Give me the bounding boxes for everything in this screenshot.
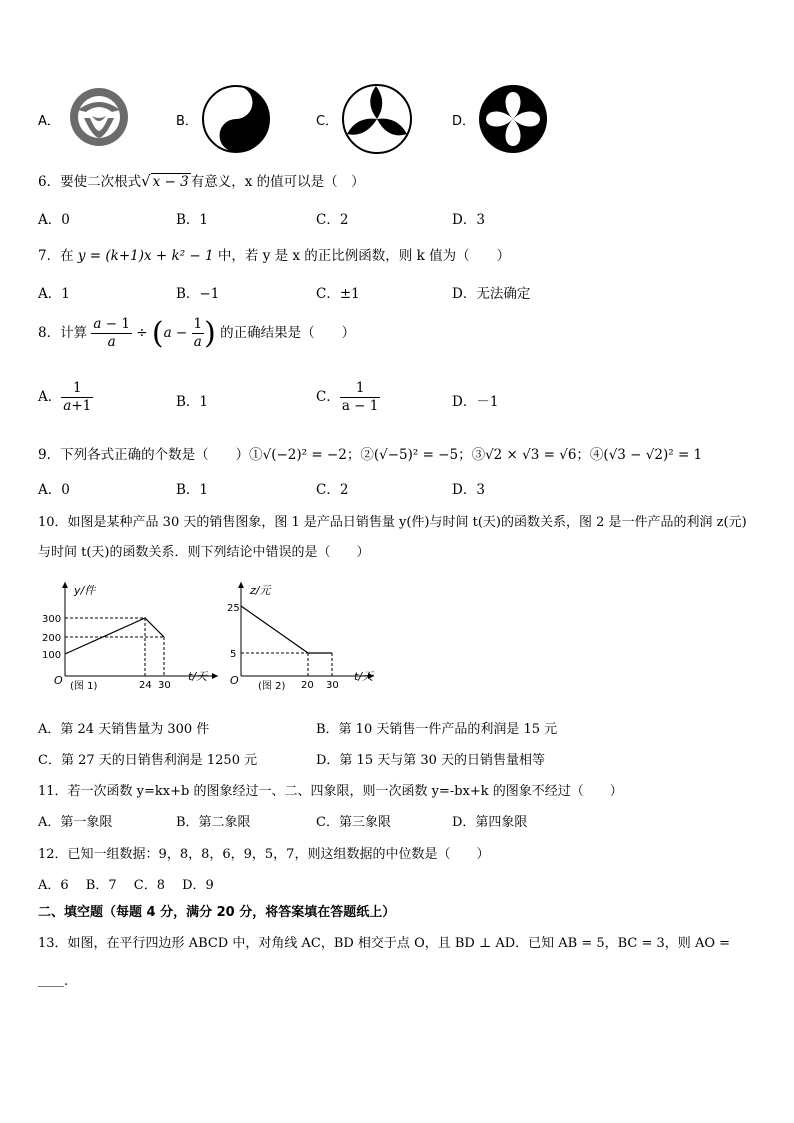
q9-option-c: C．2 xyxy=(316,482,349,498)
fig1-ytick-100: 100 xyxy=(42,650,62,661)
question-9: 9．下列各式正确的个数是（ ）①√(−2)² = −2；②(√−5)² = −5；③√2 × √3 = √6；④(√3 − √2)² = 1 xyxy=(38,447,703,463)
q7-prefix: 7．在 xyxy=(38,248,74,264)
question-12: 12．已知一组数据：9，8，8，6，9，5，7，则这组数据的中位数是（ ） xyxy=(38,847,490,862)
q7-suffix: 中，若 y 是 x 的正比例函数，则 k 值为（ ） xyxy=(217,248,511,264)
q12-options: A．6 B．7 C．8 D．9 xyxy=(38,878,214,893)
q8-suffix: 的正确结果是（ ） xyxy=(220,325,356,341)
q11-option-a: A．第一象限 xyxy=(38,815,113,830)
q5-option-a-label: A． xyxy=(38,114,60,129)
four-petal-circle-icon xyxy=(476,82,550,156)
q10-option-b: B．第 10 天销售一件产品的利润是 15 元 xyxy=(316,722,558,737)
fig1-ytick-200: 200 xyxy=(42,633,62,644)
q6-option-a: A．0 xyxy=(38,212,70,228)
q7-option-c: C．±1 xyxy=(316,286,360,302)
q6-prefix: 6．要使二次根式 xyxy=(38,174,142,190)
question-8: 8．计算 $\frac{a - 1}{a}$ ÷ (a − $\frac{1}{a}$ ) 的正确结果是（ ） xyxy=(38,316,356,351)
q9-option-a: A．0 xyxy=(38,482,70,498)
question-7 xyxy=(38,244,510,264)
fig2-xtick-30: 30 xyxy=(326,680,339,691)
fig1-xtick-24: 24 xyxy=(139,680,152,691)
q8-prefix: 8．计算 xyxy=(38,325,88,341)
q8-option-d: D．－1 xyxy=(452,394,499,410)
question-11: 11．若一次函数 y=kx+b 的图象经过一、二、四象限，则一次函数 y=-bx+k 的图象不经过（ ） xyxy=(38,784,623,799)
fig2-line xyxy=(241,606,332,653)
fig1-y-label: y/件 xyxy=(74,584,96,597)
figure-1-sales-graph xyxy=(40,576,220,696)
q7-option-b: B．−1 xyxy=(176,286,220,302)
q10-option-a: A．第 24 天销售量为 300 件 xyxy=(38,722,210,737)
question-13-line-1: 13．如图，在平行四边形 ABCD 中，对角线 AC，BD 相交于点 O，且 BD ⊥ AD．已知 AB = 5，BC = 3，则 AO = xyxy=(38,936,731,951)
q6-radicand: x − 3 xyxy=(152,174,189,190)
q6-option-b: B．1 xyxy=(176,212,209,228)
yin-yang-icon xyxy=(200,83,272,155)
fig2-ytick-25: 25 xyxy=(227,603,240,614)
fig2-caption: (图 2) xyxy=(258,681,286,692)
q11-option-c: C．第三象限 xyxy=(316,815,391,830)
q5-option-d-label: D． xyxy=(452,114,476,129)
q6-option-c: C．2 xyxy=(316,212,349,228)
q11-option-d: D．第四象限 xyxy=(452,815,528,830)
question-10-line-2: 与时间 t(天)的函数关系．则下列结论中错误的是（ ） xyxy=(38,545,370,560)
fig2-x-label: t/天 xyxy=(354,670,374,683)
q6-option-d: D．3 xyxy=(452,212,485,228)
q5-option-b-label: B． xyxy=(176,114,198,129)
q8-option-c: C． $\frac{1}{a - 1}$ xyxy=(316,380,379,414)
q10-option-c: C．第 27 天的日销售利润是 1250 元 xyxy=(38,753,258,768)
q9-option-d: D．3 xyxy=(452,482,485,498)
q8-fraction-1: $\frac{a - 1}{a}$ xyxy=(93,316,130,350)
fig1-caption: (图 1) xyxy=(70,681,98,692)
q8-option-b: B．1 xyxy=(176,394,209,410)
fig1-line xyxy=(65,618,164,654)
q8-fraction-2: $\frac{1}{a}$ xyxy=(193,316,203,350)
fig1-ytick-300: 300 xyxy=(42,614,62,625)
q7-formula: y = (k+1)x + k² − 1 xyxy=(77,248,214,264)
fig2-origin: O xyxy=(230,674,239,687)
q7-option-d: D．无法确定 xyxy=(452,286,531,302)
q6-suffix: 有意义，x 的值可以是（ ） xyxy=(190,174,365,190)
three-leaf-circle-icon xyxy=(340,82,414,156)
fig2-xtick-20: 20 xyxy=(301,680,314,691)
fig1-x-label: t/天 xyxy=(188,670,208,683)
q11-option-b: B．第二象限 xyxy=(176,815,251,830)
q7-option-a: A．1 xyxy=(38,286,70,302)
fig1-xtick-30: 30 xyxy=(158,680,171,691)
fig1-origin: O xyxy=(54,674,63,687)
figure-2-profit-graph xyxy=(226,576,386,696)
fig2-y-label: z/元 xyxy=(250,584,271,597)
question-10-line-1: 10．如图是某种产品 30 天的销售图象，图 1 是产品日销售量 y(件)与时间 t(天)的函数关系，图 2 是一件产品的利润 z(元) xyxy=(38,515,747,530)
question-13-answer-blank: ＿＿. xyxy=(38,974,69,989)
q9-option-b: B．1 xyxy=(176,482,209,498)
q10-option-d: D．第 15 天与第 30 天的日销售量相等 xyxy=(316,753,546,768)
q5-option-c-label: C． xyxy=(316,114,339,129)
fig2-ytick-5: 5 xyxy=(230,649,237,660)
q8-option-a: A． $\frac{1}{a+1}$ xyxy=(38,380,92,414)
question-6: 6．要使二次根式√ x − 3 有意义，x 的值可以是（ ） xyxy=(38,172,365,190)
section-2-heading: 二、填空题（每题 4 分，满分 20 分，将答案填在答题纸上） xyxy=(38,905,396,920)
circular-logo-icon xyxy=(66,86,132,148)
